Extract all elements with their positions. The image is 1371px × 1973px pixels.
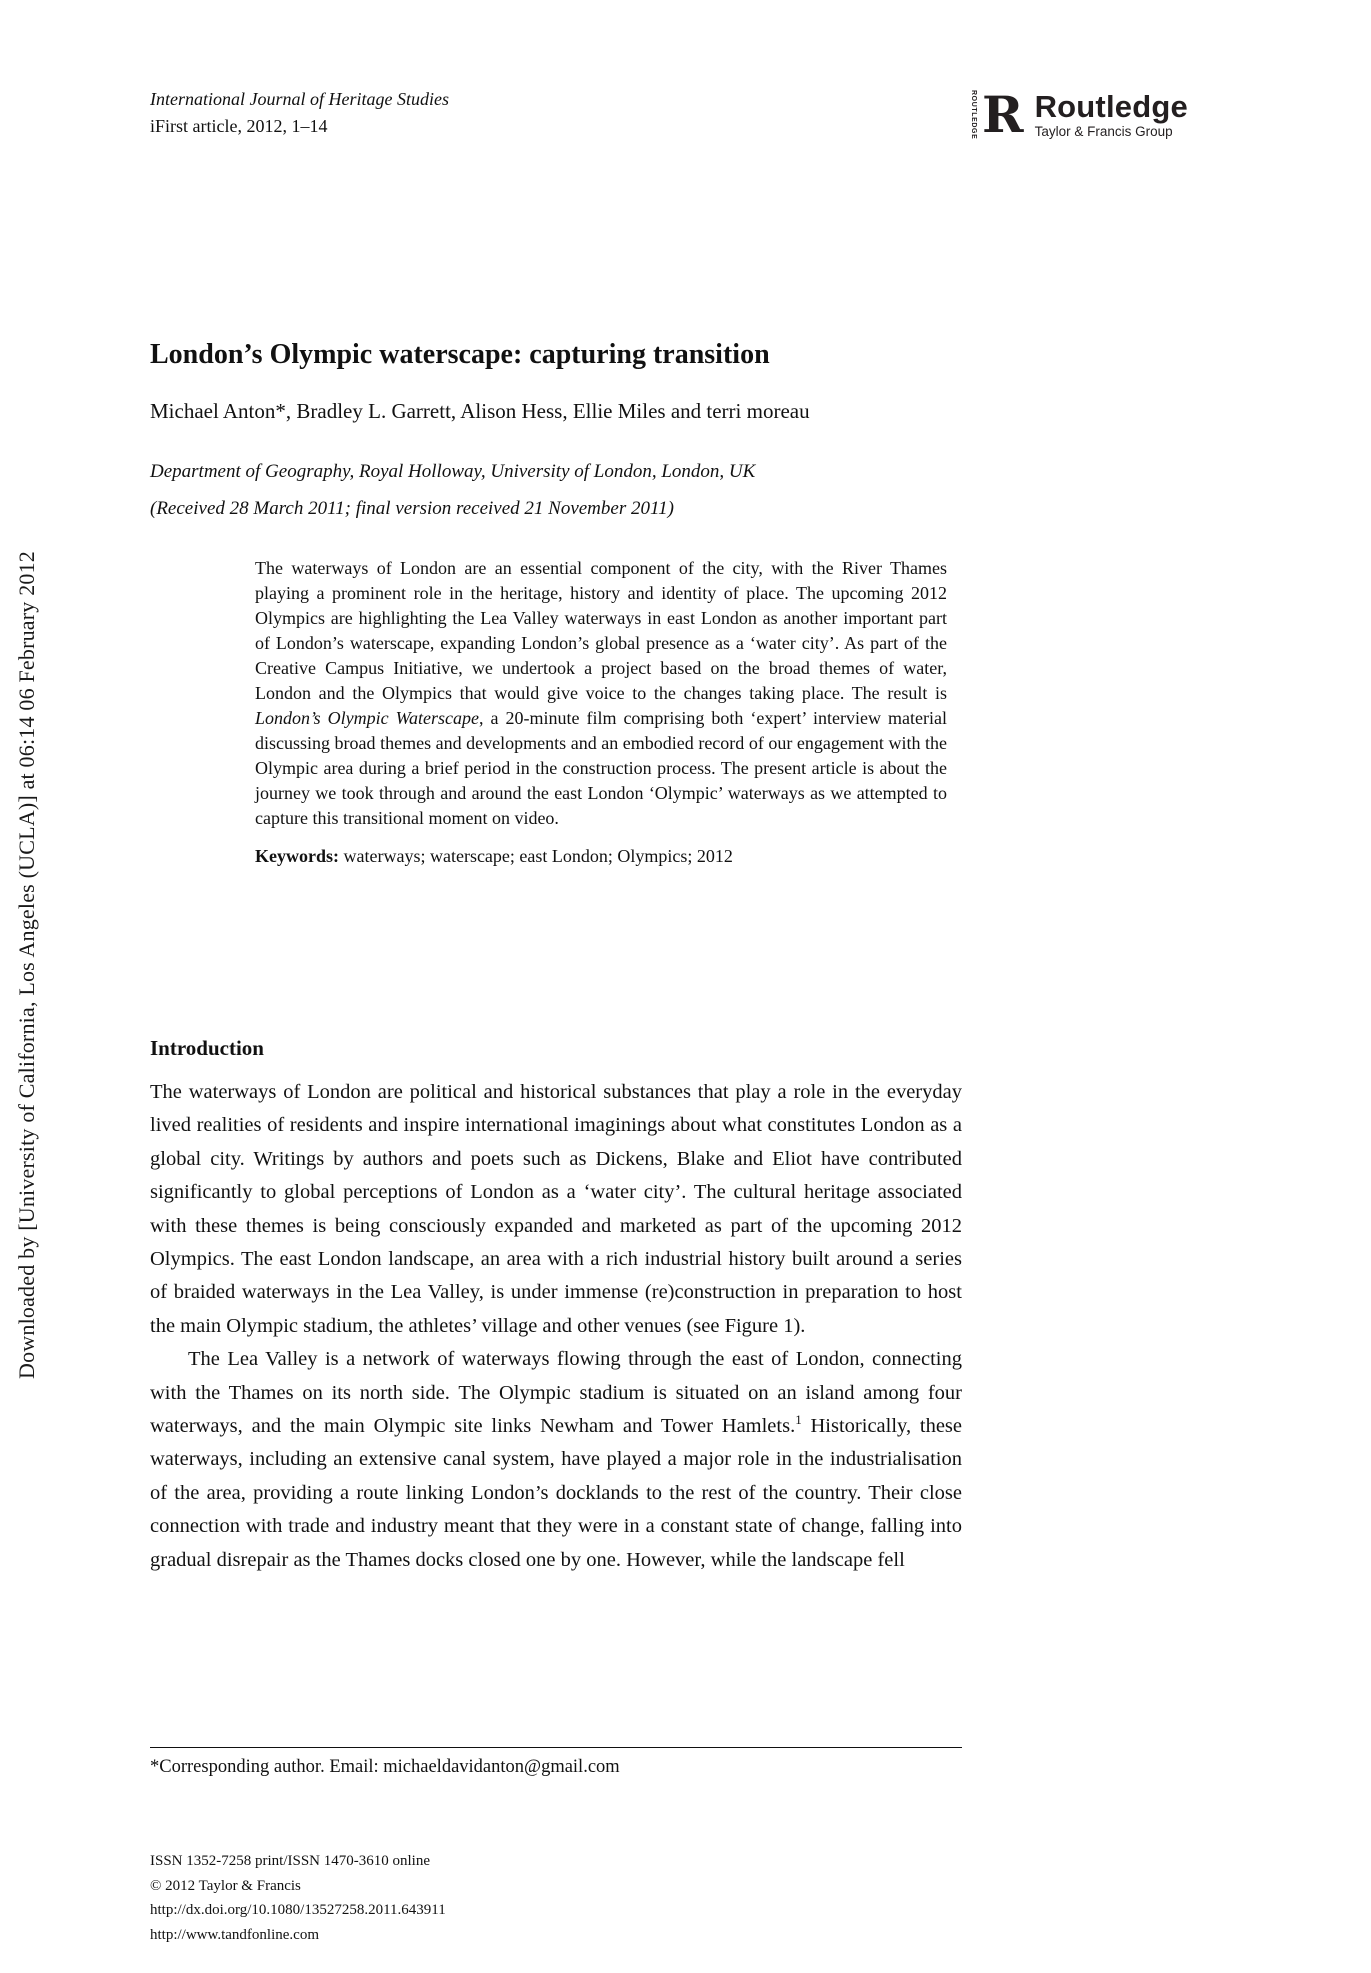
routledge-logo xyxy=(970,85,1188,144)
section-heading-introduction: Introduction xyxy=(150,1036,264,1060)
taylor-francis-group-text: Taylor & Francis Group xyxy=(1034,124,1173,139)
article-title: London’s Olympic waterscape: capturing transition xyxy=(150,339,770,370)
abstract-film-title: London’s Olympic Waterscape xyxy=(255,708,479,728)
keywords-line xyxy=(255,844,947,869)
routledge-brand-text: Routledge xyxy=(1034,89,1188,124)
routledge-vertical-text: ROUTLEDGE xyxy=(970,90,977,140)
journal-title: International Journal of Heritage Studies xyxy=(150,89,449,109)
paragraph-2-part-after: Historically, these waterways, including an extensive canal system, have played a major role in the industrialisation of the area, providing a route linking London’s docklands to the rest of the country. Their close connection with trade and industry meant that they were in a constant state of change, falling into gradual disrepair as the Thames docks closed one by one. However, while the landscape fell xyxy=(150,1415,962,1571)
imprint-block xyxy=(150,1849,446,1947)
keywords-label: Keywords: xyxy=(255,846,339,866)
corresponding-author-note: *Corresponding author. Email: michaeldavidanton@gmail.com xyxy=(150,1757,620,1777)
issn-line: ISSN 1352-7258 print/ISSN 1470-3610 online xyxy=(150,1853,431,1869)
journal-header xyxy=(150,86,449,140)
article-authors: Michael Anton*, Bradley L. Garrett, Alison Hess, Ellie Miles and terri moreau xyxy=(150,399,810,423)
abstract-part-before: The waterways of London are an essential component of the city, with the River Thames playing a prominent role in the heritage, history and identity of place. The upcoming 2012 Olympics are highlighting the Lea Valley waterways in east London as another important part of London’s waterscape, expanding London’s global presence as a ‘water city’. As part of the Creative Campus Initiative, we undertook a project based on the broad themes of water, London and the Olympics that would give voice to the changes taking place. The result is xyxy=(255,558,947,703)
abstract-part-after: , a 20-minute film comprising both ‘expert’ interview material discussing broad themes and developments and an embodied record of our engagement with the Olympic area during a brief period in the construction process. The present article is about the journey we took through and around the east London ‘Olympic’ waterways as we attempted to capture this transitional moment on video. xyxy=(255,708,947,828)
article-body xyxy=(150,1076,962,1577)
body-paragraph-2 xyxy=(150,1343,962,1577)
routledge-logo-words xyxy=(1029,90,1188,140)
article-affiliation: Department of Geography, Royal Holloway, University of London, London, UK xyxy=(150,461,756,482)
received-dates: (Received 28 March 2011; final version received 21 November 2011) xyxy=(150,498,674,519)
routledge-logo-mark-icon: R xyxy=(982,85,1024,144)
paragraph-2-part-before: The Lea Valley is a network of waterways flowing through the east of London, connecting with the Thames on its north side. The Olympic stadium is situated on an island among four waterways, and the main Olympic site links Newham and Tower Hamlets. xyxy=(150,1348,962,1438)
download-watermark: Downloaded by [University of California, Los Angeles (UCLA)] at 06:14 06 February 2012 xyxy=(14,551,39,1379)
abstract-text xyxy=(255,556,947,831)
abstract-block xyxy=(255,556,947,869)
keywords-list: waterways; waterscape; east London; Olympics; 2012 xyxy=(339,846,733,866)
body-paragraph-1: The waterways of London are political and historical substances that play a role in the everyday lived realities of residents and inspire international imaginings about what constitutes London as a global city. Writings by authors and poets such as Dickens, Blake and Eliot have contributed significantly to global perceptions of London as a ‘water city’. The cultural heritage associated with these themes is being consciously expanded and marketed as part of the upcoming 2012 Olympics. The east London landscape, an area with a rich industrial history built around a series of braided waterways in the Lea Valley, is under immense (re)construction in preparation to host the main Olympic stadium, the athletes’ village and other venues (see Figure 1). xyxy=(150,1081,962,1337)
footnote-rule xyxy=(150,1747,962,1748)
doi-line: http://dx.doi.org/10.1080/13527258.2011.643911 xyxy=(150,1902,446,1918)
website-line: http://www.tandfonline.com xyxy=(150,1926,319,1943)
footnote-marker-1: 1 xyxy=(795,1412,802,1428)
journal-issue-info: iFirst article, 2012, 1–14 xyxy=(150,116,328,136)
copyright-line: © 2012 Taylor & Francis xyxy=(150,1877,301,1894)
